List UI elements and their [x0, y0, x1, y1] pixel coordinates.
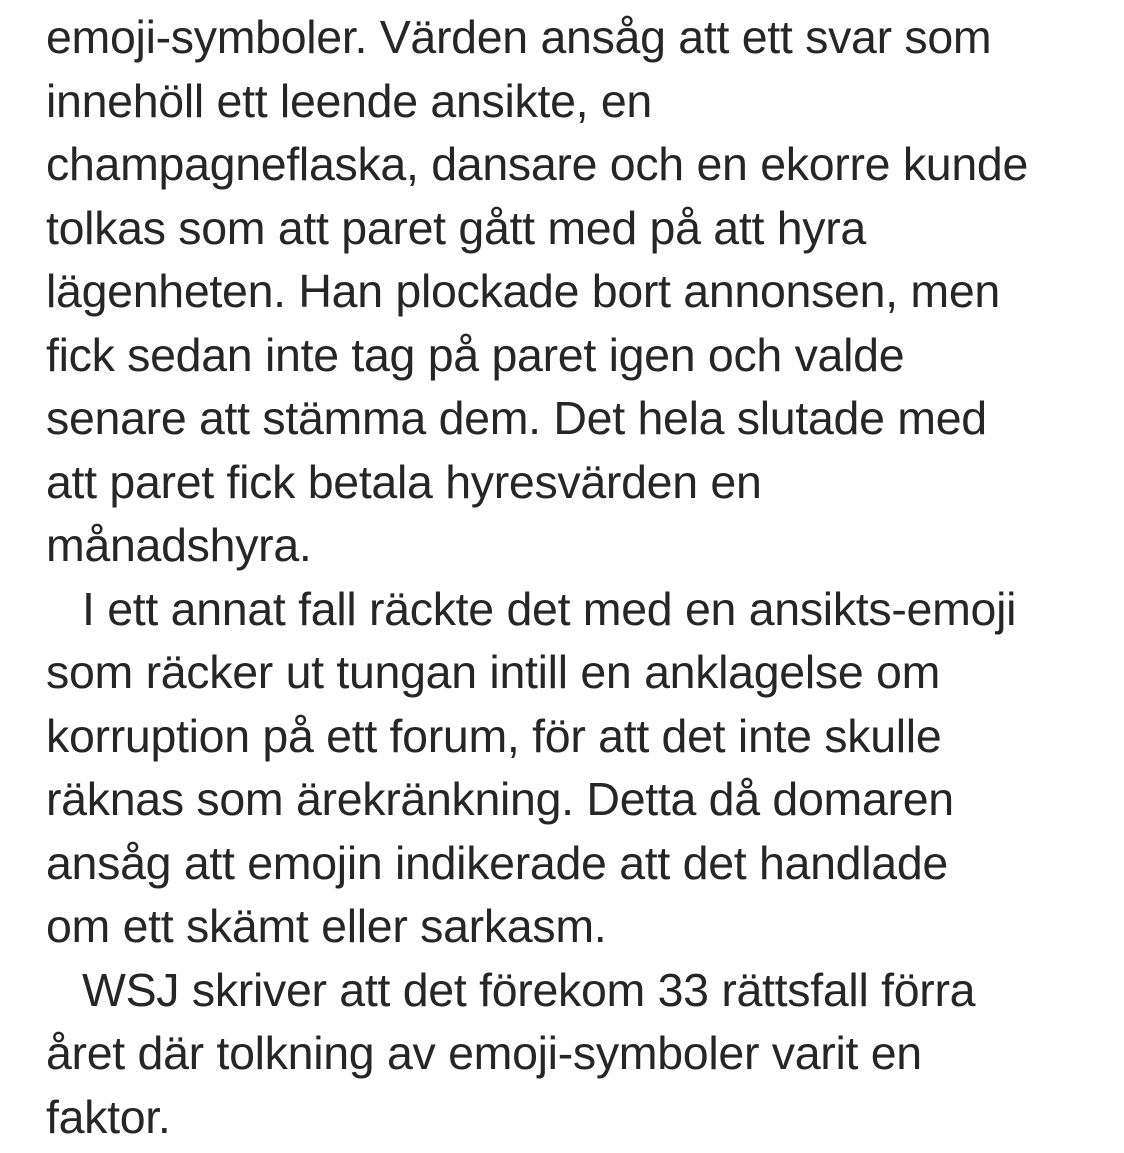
text-line: I ett annat fall räckte det med en ansikts-emoji	[82, 582, 1017, 635]
text-line: om ett skämt eller sarkasm.	[46, 900, 607, 952]
text-line: korruption på ett forum, för att det inte skulle	[46, 709, 942, 762]
text-line: innehöll ett leende ansikte, en	[46, 74, 652, 127]
text-line: tolkas som att paret gått med på att hyra	[46, 201, 866, 254]
text-line: månadshyra.	[46, 519, 312, 571]
paragraph-1	[46, 6, 1106, 578]
text-line: att paret fick betala hyresvärden en	[46, 455, 762, 508]
text-line: fick sedan inte tag på paret igen och valde	[46, 328, 905, 381]
text-line: lägenheten. Han plockade bort annonsen, men	[46, 265, 1000, 317]
text-line: som räcker ut tungan intill en anklagelse om	[46, 646, 941, 698]
text-line: året där tolkning av emoji-symboler varit en	[46, 1027, 922, 1079]
text-line: räknas som ärekränkning. Detta då domaren	[46, 773, 954, 825]
text-line: emoji-symboler. Värden ansåg att ett svar som	[46, 11, 992, 63]
paragraph-2	[46, 578, 1106, 959]
text-line: faktor.	[46, 1090, 171, 1143]
article-body	[46, 6, 1106, 1149]
text-line: WSJ skriver att det förekom 33 rättsfall förra	[82, 963, 976, 1016]
text-line: senare att stämma dem. Det hela slutade med	[46, 392, 987, 444]
text-line: champagneflaska, dansare och en ekorre kunde	[46, 138, 1029, 190]
paragraph-3	[46, 959, 1106, 1150]
text-line: ansåg att emojin indikerade att det handlade	[46, 836, 948, 889]
